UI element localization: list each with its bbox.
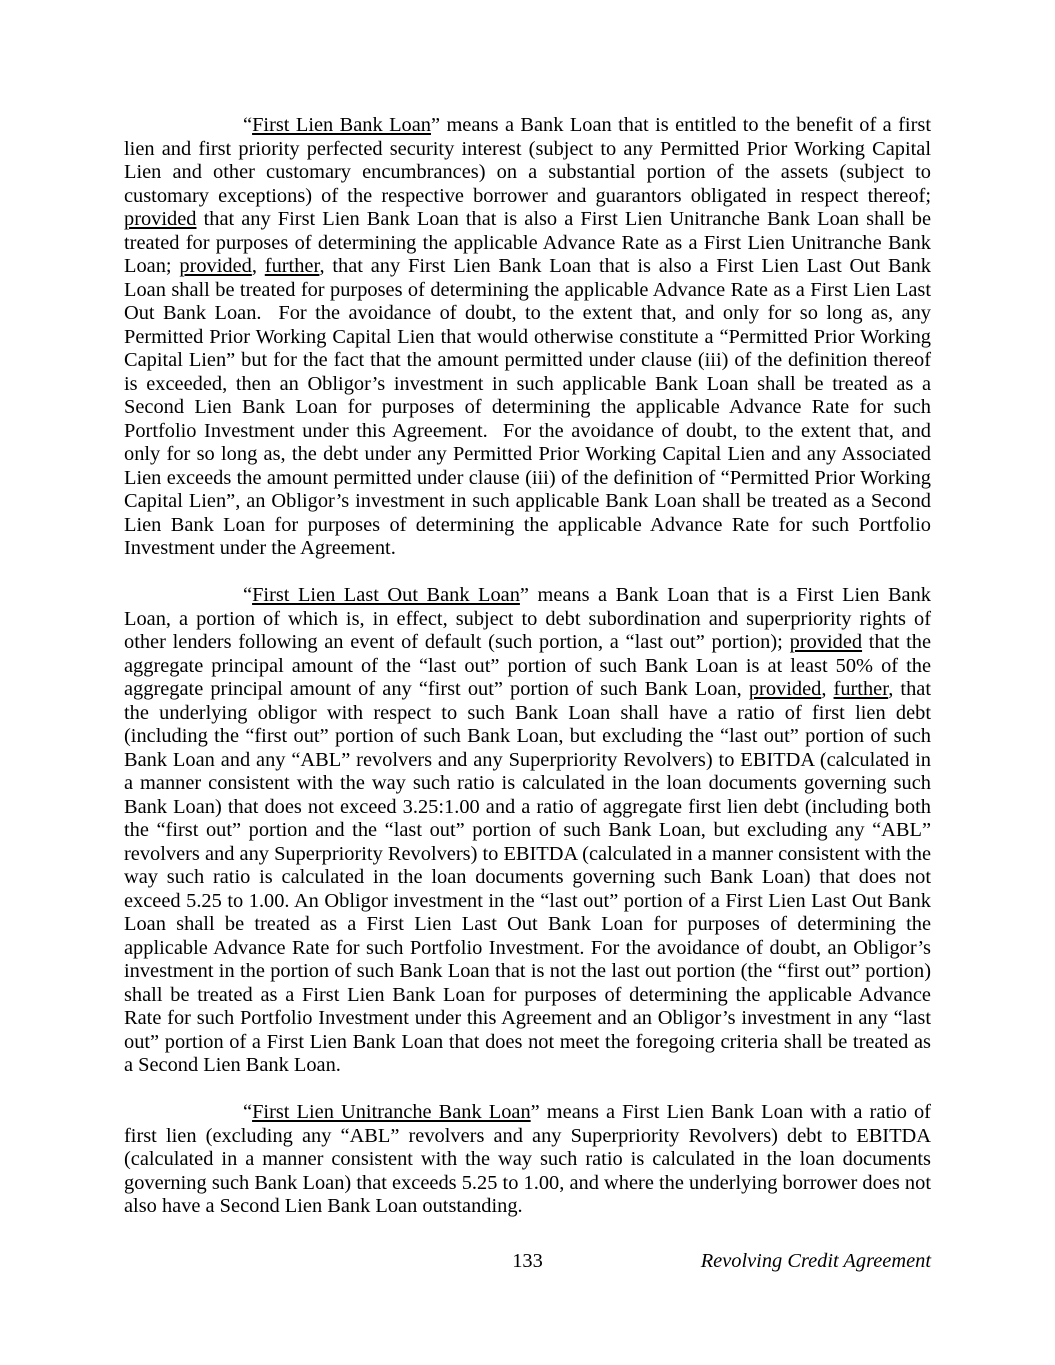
text-run: that any First Lien Bank Loan that is also a First Lien Unitranche Bank Loan shall be treated for purposes of determining the applicable Advance Rate as a First Lien Unitranche Bank Loan; [124, 208, 931, 277]
document-body [124, 114, 931, 1242]
underlined-text-run: provided [124, 208, 197, 230]
paragraph [124, 1101, 931, 1219]
underlined-text-run: further [264, 255, 320, 277]
text-run: , that any First Lien Bank Loan that is also a First Lien Last Out Bank Loan shall be treated for purposes of determining the applicable Advance Rate as a First Lien Last Out Bank Loan. For the avoidance of doubt, to the extent that, and only for so long as, any Permitted Prior Working Capital Lien that would otherwise constitute a “Permitted Prior Working Capital Lien” but for the fact that the amount permitted under clause (iii) of the definition thereof is exceeded, then an Obligor’s investment in such applicable Bank Loan shall be treated as a Second Lien Bank Loan for purposes of determining the applicable Advance Rate for such Portfolio Investment under this Agreement. For the avoidance of doubt, to the extent that, and only for so long as, the debt under any Permitted Prior Working Capital Lien and any Associated Lien exceeds the amount permitted under clause (iii) of the definition of “Permitted Prior Working Capital Lien”, an Obligor’s investment in such applicable Bank Loan shall be treated as a Second Lien Bank Loan for purposes of determining the applicable Advance Rate for such Portfolio Investment under the Agreement. [124, 255, 931, 559]
underlined-text-run: First Lien Last Out Bank Loan [252, 584, 520, 606]
text-run: “ [243, 114, 253, 136]
text-run: , that the underlying obligor with respect to such Bank Loan shall have a ratio of first lien debt (including the “first out” portion of such Bank Loan, but excluding the “last out” portion of such Bank Loan and any “ABL” revolvers and any Superpriority Revolvers) to EBITDA (calculated in a manner consistent with the way such ratio is calculated in the loan documents governing such Bank Loan) that does not exceed 3.25:1.00 and a ratio of aggregate first lien debt (including both the “first out” portion and the “last out” portion of such Bank Loan, but excluding any “ABL” revolvers and any Superpriority Revolvers) to EBITDA (calculated in a manner consistent with the way such ratio is calculated in the loan documents governing such Bank Loan) that does not exceed 5.25 to 1.00. An Obligor investment in the “last out” portion of a First Lien Last Out Bank Loan shall be treated as a First Lien Last Out Bank Loan for purposes of determining the applicable Advance Rate for such Portfolio Investment. For the avoidance of doubt, an Obligor’s investment in the portion of such Bank Loan that is not the last out portion (the “first out” portion) shall be treated as a First Lien Bank Loan for purposes of determining the applicable Advance Rate for such Portfolio Investment under this Agreement and an Obligor’s investment in any “last out” portion of a First Lien Bank Loan that does not meet the foregoing criteria shall be treated as a Second Lien Bank Loan. [124, 678, 931, 1076]
text-run: ” means a Bank Loan that is entitled to the benefit of a first lien and first priority perfected security interest (subject to any Permitted Prior Working Capital Lien and other customary encumbrances) on a substantial portion of the assets (subject to customary exceptions) of the respective borrower and guarantors obligated in respect thereof; [124, 114, 931, 207]
text-run: , [251, 255, 265, 277]
text-run: “ [243, 1101, 253, 1123]
underlined-text-run: provided [179, 255, 252, 277]
text-run: ” means a First Lien Bank Loan with a ratio of first lien (excluding any “ABL” revolvers and any Superpriority Revolvers) debt to EBITDA (calculated in a manner consistent with the way such ratio is calculated in the loan documents governing such Bank Loan) that exceeds 5.25 to 1.00, and where the underlying borrower does not also have a Second Lien Bank Loan outstanding. [124, 1101, 931, 1217]
text-run: , [821, 678, 834, 700]
underlined-text-run: provided [748, 678, 822, 700]
page-number: 133 [512, 1250, 543, 1272]
paragraph [124, 114, 931, 561]
underlined-text-run: further [833, 678, 889, 700]
text-run: “ [243, 584, 253, 606]
paragraph [124, 584, 931, 1078]
document-title: Revolving Credit Agreement [700, 1250, 931, 1272]
underlined-text-run: First Lien Unitranche Bank Loan [252, 1101, 531, 1123]
text-run: ” means a Bank Loan that is a First Lien Bank Loan, a portion of which is, in effect, subject to debt subordination and superpriority rights of other lenders following an event of default (such portion, a “last out” portion); [124, 584, 931, 653]
underlined-text-run: First Lien Bank Loan [252, 114, 431, 136]
text-run: that the aggregate principal amount of the “last out” portion of such Bank Loan is at least 50% of the aggregate principal amount of any “first out” portion of such Bank Loan, [124, 631, 932, 700]
page-footer [124, 1250, 931, 1278]
underlined-text-run: provided [789, 631, 863, 653]
